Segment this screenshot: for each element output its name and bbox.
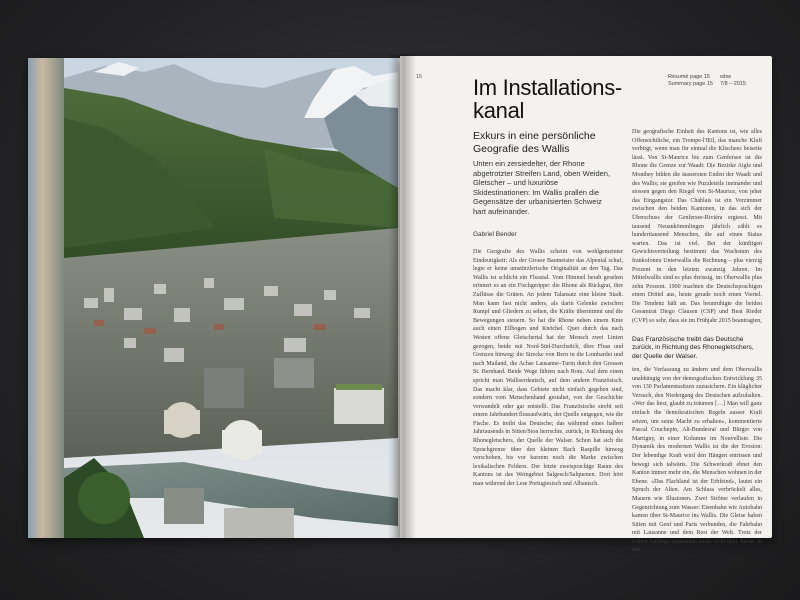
cross-reference (668, 74, 713, 88)
article-subtitle: Exkurs in eine persönliche Geografie des Wallis (473, 130, 596, 155)
issue-number: 7/8 – 2015 (720, 81, 746, 87)
title-line-2: kanal (473, 98, 525, 123)
body-column-right-top (632, 128, 762, 328)
article-title (473, 76, 622, 122)
right-page (400, 56, 772, 554)
body-text-right-bottom: ten, die Verfassung zu ändern und dem Oberwallis unabhängig von der demografischen Entwicklung 35 von 130 Parlamentssitzen zuzusichern. Ein kläglicher Versuch, den Niedergang des Deutschen aufzuhalten. «Wer das liest, glaubt zu träumen […] Man will ganz einfach die demokratischen Regeln ausser Kraft setzen, um seine Macht zu erhalten», kommentierte Pascal Couchepin, Alt-Bundesrat und Bürger von Martigny, in einer Kolumne im Nouvelliste. Die Dynamik des modernen Wallis ist die der Erosion: Der lebendige Kraft wird den Hängen entrissen und bewegt sich talwärts. Die Schwerkraft ebnet den Kanton immer mehr ein, die Menschen wohnen in der Ebene. «Das Flachland ist der Erbfeind», lautet ein Spruch der Alten. Am Schluss verbröckelt alles, Mauern wie Illusionen. Zwei Ströme verlaufen in Gegenrichtung zum Wasser: Eisenbahn wie Autobahn kamen über St-Maurice ins Wallis. Die Gleise haben Sitten mit Genf und Paris verbunden, die Fahrbahn mit Lausanne und dem Rest der Welt. Trotz der frühen Anfänge entstanden beide nicht über Nacht. In den (632, 367, 762, 554)
issue-info (720, 74, 746, 88)
title-line-1: Im Installations- (473, 75, 622, 100)
article-lead: Unten ein zersiedelter, der Rhone abgetrotzter Streifen Land, oben Weiden, Gletscher – und luxuriöse Skidestinationen: Im Wallis prallen die Gegensätze der urbanisierten Schweiz hart aufeinander. (473, 159, 611, 216)
valley-town-photo (64, 58, 398, 538)
page-number: 15 (416, 74, 423, 80)
author-name: Gabriel Bender (473, 231, 517, 238)
body-column-left (473, 248, 623, 532)
summary-ref: Summary page 15 (668, 81, 713, 87)
underlying-page-edge (28, 58, 64, 538)
issue-label: wbw (720, 74, 732, 80)
magazine-spread (28, 42, 772, 554)
body-column-right-bottom (632, 366, 762, 554)
left-page (28, 58, 400, 538)
body-text-left: Die Geografie des Wallis scheint von wohlgemeinter Eindeutigkeit: Als der Grosse Baumeister das Alpental schuf, legte er keine umstürzlerische Originalität an den Tag. Das Wallis ist schlicht ein Flusstal. Vom Himmel herab gesehen erinnert es an ein Fischgerippe: die Rhone als Rückgrat, ihre Zuflüsse die Gräten. An jedem Talansatz eine kleine Stadt. Man kann fast nicht anders, als darin Gelenke zwischen Rumpf und Gliedern zu sehen, die Kräfte übernimmt und die Bewegungen steuern. So hat die Rhone neben einem Knie auch einen Ellbogen und Knöchel. Quer durch das nach Westen offene Gletschertal hat der Mensch zwei Linien gezogen, beide mit Nord-Süd-Durchstich, über Fluss und Grenzen hinweg: die Strecke von Bern in die Lombardei und nach Mailand, die Achse Lausanne–Turin durch den Grossen St. Bernhard. Beide Wege führen nach Rom. Auf dem einen spricht man Walliserdeutsch, auf dem andern Französisch. Das macht klar, dass Gebiete nicht einfach gegeben sind, sondern vom Menschenhand gestaltet, von der Geschichte verwandelt oder gar entstellt. Das Französische strebt seit einem Jahrhundert flussaufwärts, der Quelle entgegen, wie die Fische. Es treibt das Deutsche; das während eines halben Jahrtausends in Sitten/Sion herrschte, zurück, in Richtung des Rhonegletschers, der Quelle der Walser. Schon hat sich die Sprachgrenze über den kleinen Bach Raspille hinweg verschoben, bis vor kurzem noch die Marke zwischen lexikalischen Feldern. Der letzte zweisprachige Raum des Kantons ist das Weingebiet Salgesch/Salquenen. Dort hört man während der Lese Portugiesisch und Albanisch. (473, 249, 623, 488)
resume-ref: Résumé page 15 (668, 74, 710, 80)
pull-quote: Das Französische treibt das Deutsche zurück, in Richtung des Rhonegletschers, der Quelle der Walser. (632, 336, 754, 360)
body-text-right-top: Die geografische Einheit des Kantons ist, wie alles Offensichtliche, ein Trompe-l'Œil, das manche Kluft verbirgt, wenn man für einmal die Klischees beiseite lässt. Von St-Maurice bis zum Genfersee ist die Rhone die Grenze zur Waadt: Die Bezirke Aigle und Monthey bilden die äussersten Enden der Waadt und des Wallis; sie greifen wie Puzzleteile ineinander und stossen gegen den Riegel von St-Maurice, von jeher das Eingangstor. Das Chablais ist ein Vorzimmer zwischen den beiden Kantonen, in das sich der Überschuss der Genfersee-Rivièra ergiesst. Mit tausend Neuankömmlingen jährlich zählt es hunderttausend Menschen, die auf einen Status warten. Das ist viel. Bei der künftigen Gewichtsverteilung bestimmt das Wachstum des frankofonen Unterwallis die Rechnung – plus vierzig Prozent in den letzten zwanzig Jahren. Im Mittelwallis sind es plus dreissig, im Oberwallis plus zehn Prozent. 1900 machten die Deutschsprachigen einen Drittel aus, heute gerade noch einen Viertel. Die Tendenz hält an. Das beunruhigte die beiden Gesamtrat Diego Clausen (CSP) und Beat Rieder (CVP) so sehr, dass sie im Frühjahr 2015 beantragten, (632, 129, 762, 325)
